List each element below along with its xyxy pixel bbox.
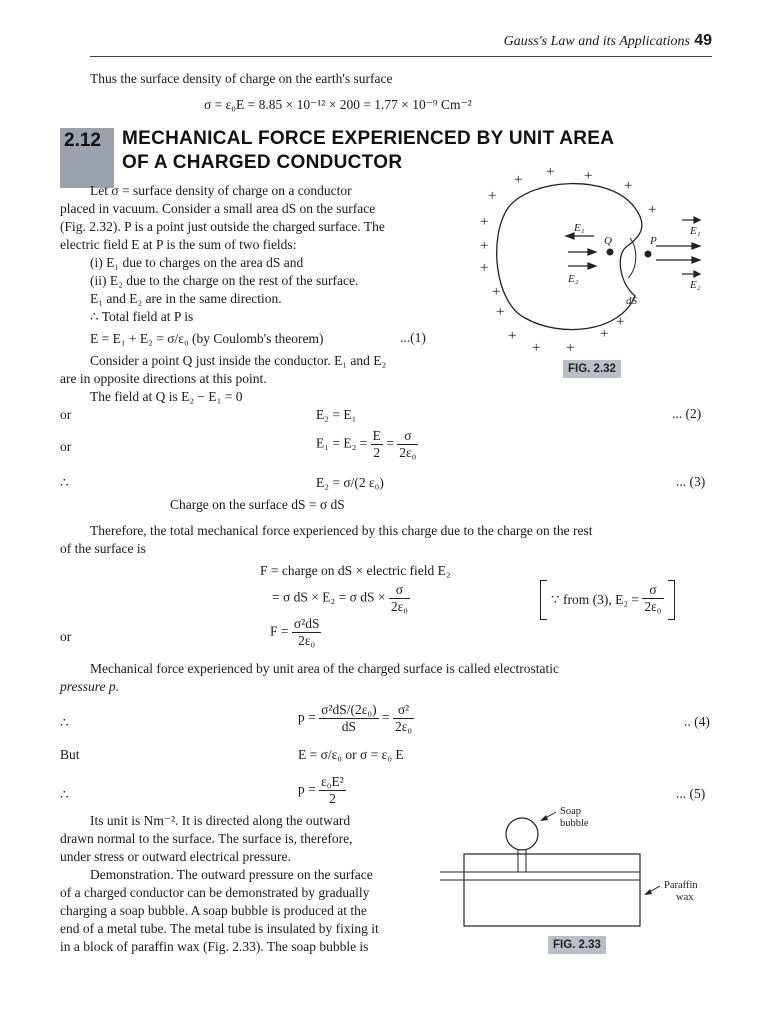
label-wax: wax (676, 892, 694, 903)
label-e1-inner: E₁ (574, 222, 585, 234)
force-line-2: = σ dS × E₂ = σ dS × $\frac{\sigma}{\text{2ε₀}}$ (272, 582, 408, 614)
figure-2-33-diagram (440, 800, 730, 940)
label-paraffin: Paraffin (664, 880, 698, 891)
para5-line: drawn normal to the surface. The surface is, therefore, (60, 831, 353, 846)
equation-2: E₂ = E₁ (316, 407, 357, 422)
para5-line: end of a metal tube. The metal tube is insulated by fixing it (60, 921, 379, 936)
plus-charges (480, 168, 656, 356)
para4-line: Mechanical force experienced by unit area of the charged surface is called electrostatic (90, 661, 559, 676)
label-p: P (650, 235, 657, 247)
charge-line: Charge on the surface dS = σ dS (170, 497, 345, 512)
para5-line: in a block of paraffin wax (Fig. 2.33). The soap bubble is (60, 939, 369, 954)
para2-line: Consider a point Q just inside the conductor. E₁ and E₂ (90, 353, 387, 368)
fraction: $\frac{\sigma}{\text{2ε₀}}$ (399, 428, 417, 460)
para3-line: Therefore, the total mechanical force experienced by this charge due to the charge on the rest (90, 523, 593, 538)
conductor-outline (497, 184, 642, 330)
fraction: $\frac{\sigma}{\text{2ε₀}}$ (644, 582, 662, 614)
equation-4-number: .. (4) (684, 714, 710, 729)
header-rule (90, 56, 712, 57)
equation-1: E = E₁ + E₂ = σ/ε₀ (by Coulomb's theorem) (90, 331, 324, 346)
para1-line: E₁ and E₂ are in the same direction. (90, 291, 282, 306)
fraction: $\frac{\text{ε₀E²}}{2}$ (321, 774, 344, 806)
para1-line: Let σ = surface density of charge on a conductor (90, 183, 352, 198)
paraffin-block (464, 854, 640, 926)
para1-line: (ii) E₂ due to the charge on the rest of the surface. (90, 273, 359, 288)
para1-line: placed in vacuum. Consider a small area dS on the surface (60, 201, 376, 216)
fraction: $\frac{\sigma}{\text{2ε₀}}$ (390, 582, 408, 614)
label-e2-outer: E₂ (690, 279, 701, 291)
equation-3-number: ... (3) (676, 474, 706, 489)
force-line-3: F = $\frac{\text{σ²dS}}{\text{2ε₀}}$ (270, 616, 320, 648)
page-number: 49 (694, 32, 712, 49)
equation-2b-lhs: E₁ = E₂ = (316, 435, 368, 451)
para4-line: pressure p. (60, 679, 119, 694)
svg-text:+: + (492, 284, 501, 300)
para5-line: of a charged conductor can be demonstrated by gradually (60, 885, 370, 900)
figure-2-32-diagram (470, 168, 720, 358)
equation-2-lead: or (60, 407, 72, 422)
svg-text:+: + (566, 340, 575, 356)
equation-5: p = $\frac{\text{ε₀E²}}{2}$ (298, 774, 344, 806)
point-q (607, 249, 614, 256)
para1-line: (Fig. 2.32). P is a point just outside the charged surface. The (60, 219, 385, 234)
fraction: $\frac{\text{σ²dS}}{\text{2ε₀}}$ (293, 616, 320, 648)
equation-3-lead: ∴ (60, 475, 69, 490)
equation-2b: E₁ = E₂ = $\frac{E}{2}$ = $\frac{\sigma}{\text{2ε₀}}$ (316, 428, 417, 460)
section-title-line2: OF A CHARGED CONDUCTOR (122, 152, 403, 173)
fraction: $\frac{E}{2}$ (372, 428, 381, 460)
svg-text:+: + (584, 168, 593, 184)
intro-line: Thus the surface density of charge on the earth's surface (90, 71, 393, 86)
para3-line: of the surface is (60, 541, 146, 556)
equation-2b-lead: or (60, 439, 72, 454)
figure-2-33-label: FIG. 2.33 (548, 936, 606, 954)
equation-1-number: ...(1) (400, 330, 426, 345)
label-e2-inner: E₂ (568, 273, 579, 285)
equation-2-number: ... (2) (672, 406, 702, 421)
para2-line: The field at Q is E₂ − E₁ = 0 (90, 389, 243, 404)
intro-equation: σ = ε₀E = 8.85 × 10⁻¹² × 200 = 1.77 × 10⁻⁹ Cm⁻² (204, 97, 472, 112)
fraction: $\frac{\text{σ²dS/(2ε₀)}}{dS}$ (321, 702, 377, 734)
svg-text:+: + (648, 202, 657, 218)
point-p (645, 251, 652, 258)
equation-5-number: ... (5) (676, 786, 706, 801)
para5-line: charging a soap bubble. A soap bubble is produced at the (60, 903, 367, 918)
label-e1-outer: E₁ (690, 225, 701, 237)
section-number-box (60, 128, 114, 188)
svg-text:+: + (480, 214, 489, 230)
svg-text:+: + (600, 326, 609, 342)
svg-text:+: + (546, 168, 555, 180)
force-line-1: F = charge on dS × electric field E₂ (260, 563, 451, 578)
para1-line: ∴ Total field at P is (90, 309, 194, 324)
figure-2-32-label: FIG. 2.32 (563, 360, 621, 378)
equation-4-lead: ∴ (60, 715, 69, 730)
para5-line: under stress or outward electrical pressure. (60, 849, 291, 864)
svg-text:+: + (480, 238, 489, 254)
equation-5-lead: ∴ (60, 787, 69, 802)
para1-line: (i) E₁ due to charges on the area dS and (90, 255, 304, 270)
label-q: Q (604, 235, 612, 247)
svg-text:+: + (514, 172, 523, 188)
svg-text:+: + (488, 188, 497, 204)
force-line-3-lead: or (60, 629, 72, 644)
svg-text:+: + (496, 304, 505, 320)
para1-line: electric field E at P is the sum of two fields: (60, 237, 297, 252)
equation-3: E₂ = σ/(2 ε₀) (316, 475, 384, 490)
label-soap: Soap (560, 806, 581, 817)
svg-text:+: + (616, 314, 625, 330)
para2-line: are in opposite directions at this point. (60, 371, 267, 386)
para5-line: Demonstration. The outward pressure on the surface (90, 867, 373, 882)
section-number: 2.12 (64, 130, 101, 151)
but-lead: But (60, 747, 80, 762)
para5-line: Its unit is Nm⁻². It is directed along the outward (90, 813, 351, 828)
but-equation: E = σ/ε₀ or σ = ε₀ E (298, 747, 404, 762)
label-bubble: bubble (560, 818, 589, 829)
section-title-line1: MECHANICAL FORCE EXPERIENCED BY UNIT AREA (122, 128, 615, 149)
svg-text:+: + (508, 328, 517, 344)
label-ds: dS (626, 295, 637, 307)
equation-4: p = $\frac{\text{σ²dS/(2ε₀)}}{dS}$ = $\frac{\text{σ²}}{\text{2ε₀}}$ (298, 702, 413, 734)
fraction: $\frac{\text{σ²}}{\text{2ε₀}}$ (394, 702, 413, 734)
soap-bubble (506, 818, 538, 850)
svg-text:+: + (624, 178, 633, 194)
svg-text:+: + (532, 340, 541, 356)
bracket-note: ∵ from (3), E₂ = $\frac{\sigma}{\text{2ε₀}}$ (540, 580, 675, 620)
svg-text:+: + (480, 260, 489, 276)
running-title: Gauss's Law and its Applications (503, 34, 690, 49)
